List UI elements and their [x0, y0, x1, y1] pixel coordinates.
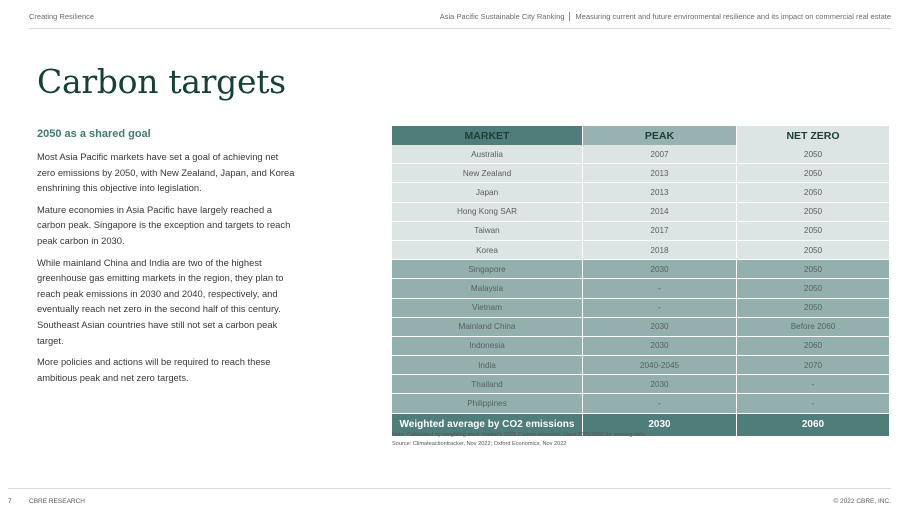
table-row [392, 260, 889, 279]
table-row [392, 240, 889, 259]
cell-market: Indonesia [392, 336, 583, 355]
copyright: © 2022 CBRE, INC. [833, 498, 891, 505]
cell-peak: 2014 [583, 202, 737, 221]
cell-peak: 2018 [583, 240, 737, 259]
table-row [392, 394, 889, 413]
cell-market: Vietnam [392, 298, 583, 317]
column-header-peak: PEAK [583, 126, 737, 145]
table-row [392, 164, 889, 183]
cell-net-zero: 2060 [737, 336, 890, 355]
cell-net-zero: 2050 [737, 279, 890, 298]
table-notes [392, 431, 646, 449]
cell-net-zero: - [737, 375, 890, 394]
page-footer [8, 488, 891, 509]
cell-peak: - [583, 279, 737, 298]
section-label: Creating Resilience [29, 12, 95, 21]
cell-market: Japan [392, 183, 583, 202]
cell-peak: 2040-2045 [583, 356, 737, 375]
table-row [392, 356, 889, 375]
cell-net-zero: Before 2060 [737, 317, 890, 336]
carbon-targets-table [392, 126, 889, 436]
cell-net-zero: 2050 [737, 221, 890, 240]
cell-net-zero: - [737, 394, 890, 413]
brand-label: CBRE RESEARCH [29, 498, 85, 505]
cell-net-zero: 2050 [737, 183, 890, 202]
table-header-row [392, 126, 889, 145]
table-row [392, 279, 889, 298]
table-row [392, 336, 889, 355]
summary-label: Weighted average by CO2 emissions [392, 413, 583, 436]
table-row [392, 317, 889, 336]
cell-net-zero: 2050 [737, 202, 890, 221]
cell-market: New Zealand [392, 164, 583, 183]
cell-peak: - [583, 394, 737, 413]
table-row [392, 298, 889, 317]
page-title: Carbon targets [37, 62, 286, 101]
cell-market: Korea [392, 240, 583, 259]
paragraph: Mature economies in Asia Pacific have largely reached a carbon peak. Singapore is the exception and targets to reach peak carbon in 2030. [37, 203, 291, 246]
note-text: Note: Calculated by weighting each market's 2021 Carbon emission. Used 2025/2050 for missing data. [392, 432, 647, 438]
report-title: Asia Pacific Sustainable City Ranking [439, 12, 565, 21]
cell-net-zero: 2050 [737, 145, 890, 164]
cell-peak: 2013 [583, 164, 737, 183]
table-row [392, 183, 889, 202]
cell-net-zero: 2050 [737, 240, 890, 259]
cell-peak: 2017 [583, 221, 737, 240]
cell-net-zero: 2050 [737, 164, 890, 183]
paragraph: Most Asia Pacific markets have set a goal of achieving net zero emissions by 2050, with New Zealand, Japan, and Korea enshrining this objective into legislation. [37, 151, 295, 194]
cell-market: Malaysia [392, 279, 583, 298]
cell-peak: 2030 [583, 260, 737, 279]
cell-peak: 2007 [583, 145, 737, 164]
cell-market: Thailand [392, 375, 583, 394]
cell-net-zero: 2050 [737, 260, 890, 279]
cell-market: Taiwan [392, 221, 583, 240]
paragraph: While mainland China and India are two of the highest greenhouse gas emitting markets in the region, they plan to reach peak emissions in 2030 and 2040, respectively, and eventually reach net zero in the second half of this century. Southeast Asian countries have still not set a carbon peak target. [37, 256, 284, 346]
body-text [37, 128, 295, 391]
cell-market: Australia [392, 145, 583, 164]
cell-market: Hong Kong SAR [392, 202, 583, 221]
summary-net-zero: 2060 [737, 413, 890, 436]
table-row [392, 202, 889, 221]
cell-market: Mainland China [392, 317, 583, 336]
summary-peak: 2030 [583, 413, 737, 436]
cell-peak: - [583, 298, 737, 317]
column-header-net-zero: NET ZERO [737, 126, 890, 145]
cell-net-zero: 2050 [737, 298, 890, 317]
cell-peak: 2030 [583, 336, 737, 355]
cell-peak: 2030 [583, 317, 737, 336]
cell-peak: 2013 [583, 183, 737, 202]
page-header [29, 8, 891, 29]
report-subtitle: Measuring current and future environmental resilience and its impact on commercial real estate [575, 12, 891, 21]
table-row [392, 221, 889, 240]
table-row [392, 375, 889, 394]
cell-market: India [392, 356, 583, 375]
body-heading: 2050 as a shared goal [37, 128, 151, 140]
source-text: Source: Climateactiontracker, Nov 2022; Oxford Economics, Nov 2022 [392, 441, 567, 447]
cell-peak: 2030 [583, 375, 737, 394]
cell-market: Singapore [392, 260, 583, 279]
table-row [392, 145, 889, 164]
report-header [440, 12, 891, 21]
paragraph: More policies and actions will be required to reach these ambitious peak and net zero targets. [37, 356, 271, 383]
cell-net-zero: 2070 [737, 356, 890, 375]
cell-market: Philippines [392, 394, 583, 413]
page-number: 7 [8, 498, 12, 505]
column-header-market: MARKET [392, 126, 583, 145]
header-divider [569, 12, 570, 21]
